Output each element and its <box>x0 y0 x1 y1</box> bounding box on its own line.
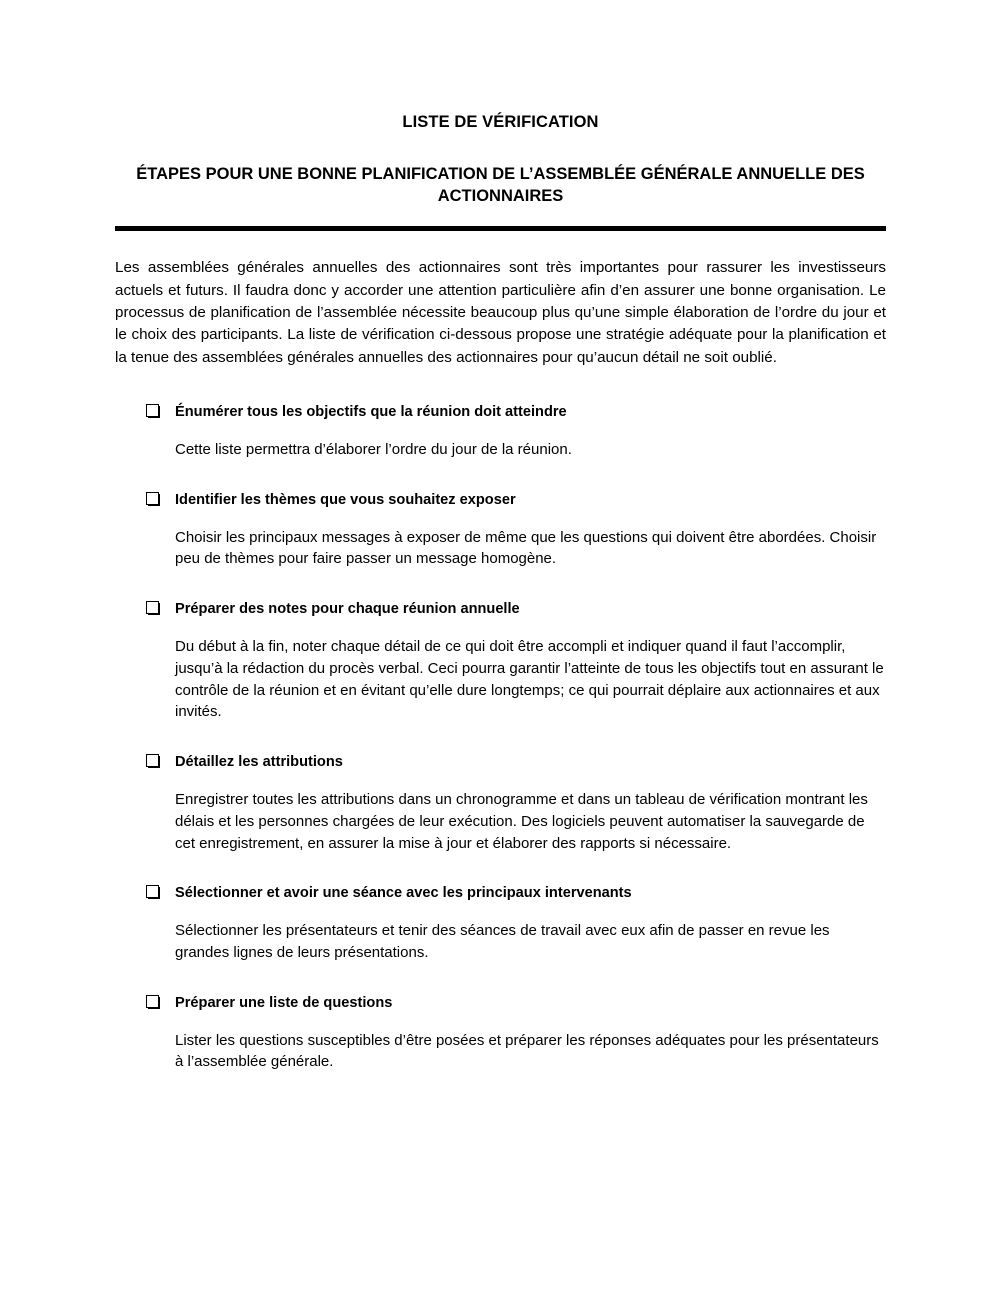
checklist-item-body: Choisir les principaux messages à exposer de même que les questions qui doivent être abordées. Choisir peu de thèmes pour faire passer un message homogène. <box>175 528 877 568</box>
checklist-item <box>115 994 886 1073</box>
checklist-item-body: Sélectionner les présentateurs et tenir des séances de travail avec eux afin de passer en revue les grandes lignes de leurs présentations. <box>175 922 830 961</box>
checklist-item-body: Du début à la fin, noter chaque détail de ce qui doit être accompli et indiquer quand il faut l’accomplir, jusqu’à la rédaction du procès verbal. Ceci pourra garantir l’atteinte de tous les objectifs tout en assurant le contrôle de la réunion et en évitant qu’elle dure longtemps; ce qui pourrait déplaire aux actionnaires et aux invités. <box>175 638 884 721</box>
checklist-item-heading-text: Énumérer tous les objectifs que la réunion doit atteindre <box>175 403 567 420</box>
checkbox-empty-icon[interactable] <box>146 885 160 899</box>
checklist-item-heading-text: Sélectionner et avoir une séance avec les principaux intervenants <box>175 885 632 902</box>
checklist-item-heading <box>146 403 886 422</box>
checklist <box>115 369 886 1073</box>
page-title: LISTE DE VÉRIFICATION <box>402 113 599 131</box>
checklist-item-heading <box>146 994 886 1013</box>
checklist-item-heading <box>146 753 886 772</box>
checklist-item <box>115 884 886 963</box>
checkbox-empty-icon[interactable] <box>146 995 160 1009</box>
checklist-item-heading-text: Identifier les thèmes que vous souhaitez exposer <box>175 491 516 508</box>
checklist-item <box>115 753 886 854</box>
title-block <box>115 0 886 231</box>
checklist-item-body: Enregistrer toutes les attributions dans un chronogramme et dans un tableau de vérification montrant les délais et les personnes chargées de leur exécution. Des logiciels peuvent automatiser la sauvegarde de cet enregistrement, en assurer la mise à jour et élaborer des rapports si nécessaire. <box>175 791 868 852</box>
intro-paragraph: Les assemblées générales annuelles des actionnaires sont très importantes pour rassurer les investisseurs actuels et futurs. Il faudra donc y accorder une attention particulière afin d’en assurer une bonne organisation. Le processus de planification de l’assemblée nécessite beaucoup plus qu’une simple élaboration de l’ordre du jour et le choix des participants. La liste de vérification ci-dessous propose une stratégie adéquate pour la planification et la tenue des assemblées générales annuelles des actionnaires pour qu’aucun détail ne soit oublié. <box>115 259 886 366</box>
document-content <box>115 0 886 1073</box>
checklist-item <box>115 403 886 461</box>
checkbox-empty-icon[interactable] <box>146 492 160 506</box>
checklist-item-heading <box>146 600 886 619</box>
checklist-item-heading-text: Préparer une liste de questions <box>175 994 393 1011</box>
checklist-item-heading-text: Détaillez les attributions <box>175 754 343 771</box>
checkbox-empty-icon[interactable] <box>146 601 160 615</box>
page-subtitle: ÉTAPES POUR UNE BONNE PLANIFICATION DE L’ASSEMBLÉE GÉNÉRALE ANNUELLE DES ACTIONNAIRES <box>136 164 865 205</box>
checklist-item-heading <box>146 884 886 903</box>
checklist-item-heading-text: Préparer des notes pour chaque réunion annuelle <box>175 601 520 618</box>
checkbox-empty-icon[interactable] <box>146 404 160 418</box>
checklist-item-heading <box>146 491 886 510</box>
checklist-item <box>115 600 886 723</box>
checklist-item <box>115 491 886 570</box>
checklist-item-body: Lister les questions susceptibles d’être posées et préparer les réponses adéquates pour les présentateurs à l’assemblée générale. <box>175 1031 879 1071</box>
checkbox-empty-icon[interactable] <box>146 754 160 768</box>
checklist-item-body: Cette liste permettra d’élaborer l’ordre du jour de la réunion. <box>175 440 572 458</box>
